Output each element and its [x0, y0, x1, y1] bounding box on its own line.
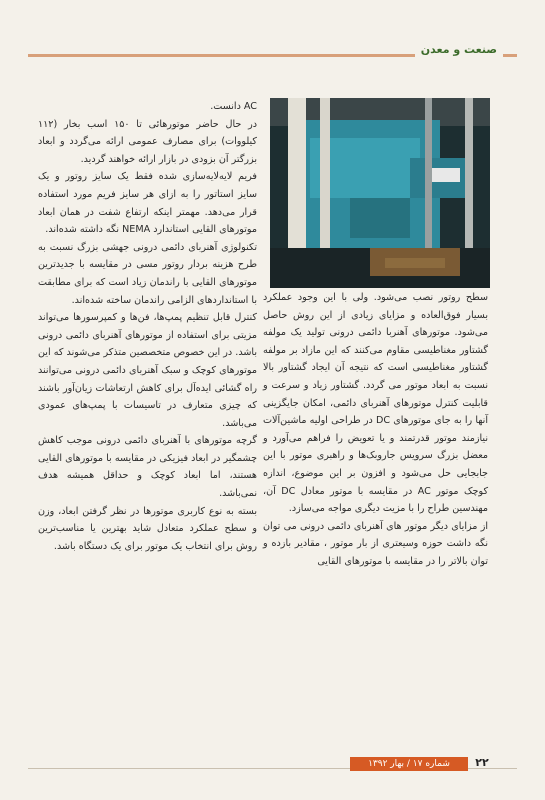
page-number: ۲۲ — [475, 756, 489, 769]
motor-photo-image — [270, 98, 490, 288]
right-text-column — [263, 289, 488, 571]
motor-photo — [270, 98, 490, 288]
paragraph: فریم لایه‌لایه‌سازی شده فقط یک سایز روتور و یک سایز استاتور را به ازای هر سایز فریم مورد استفاده قرار می‌دهد. مهمتر اینکه ارتفاع شفت در همان ابعاد موتورهای القایی استاندارد NEMA نگه داشته شده‌اند. — [38, 171, 257, 236]
section-title: صنعت و معدن — [415, 42, 503, 58]
paragraph: گرچه موتورهای با آهنربای دائمی درونی موجب کاهش چشمگیر در ابعاد فیزیکی در مقایسه با موتورهای القایی هستند، اما ابعاد کوچک و حداقل همیشه هدف نمی‌باشد. — [38, 435, 257, 500]
left-text-column — [38, 98, 257, 555]
paragraph: سطح روتور نصب می‌شود. ولی با این وجود عملکرد بسیار فوق‌العاده و مزایای زیادی از این روش حاصل می‌شود. موتورهای آهنربا دائمی درونی تولید یک مولفه گشتاور مغناطیسی مقاوم می‌کنند که این مازاد بر مولفه گشتاور مغناطیسی است که نتیجه آن ایجاد گشتاور بالا نسبت به ابعاد موتور می گردد. گشتاور زیاد و سرعت و قابلیت کنترل موتورهای آهنربای دائمی، امکان جایگزینی آنها را به جای موتورهای DC در طراحی اولیه ماشین‌آلات نیازمند موتور قدرتمند و یا تعویض را فراهم می‌آورد و معضل بزرگ سرویس جاروبک‌ها و راهبری موتور با این جابجایی حل می‌شود و افزون بر این موضوع، اندازه کوچک موتور AC در مقایسه با موتور معادل DC آن، مهندسین طراح را با مزیت دیگری مواجه می‌سازد. — [263, 292, 489, 515]
paragraph: در حال حاضر موتورهائی تا ۱۵۰ اسب بخار (۱۱۲ کیلووات) برای مصارف عمومی ارائه می‌گردد و ابعاد بزرگتر آن بزودی در بازار ارائه خواهند گردید. — [38, 118, 257, 165]
paragraph: تکنولوژی آهنربای دائمی درونی جهشی بزرگ نسبت به طرح هزینه بردار روتور مسی در مقایسه با جدیدترین موتورهای القایی با راندمان زیاد است که برای مطابقت با استانداردهای الزامی راندمان ساخته شده‌اند. — [38, 241, 257, 306]
issue-label: شماره ۱۷ / بهار ۱۳۹۲ — [350, 757, 468, 771]
paragraph: کنترل قابل تنظیم پمپ‌ها، فن‌ها و کمپرسورها می‌تواند مزیتی برای استفاده از موتورهای آهنربای دائمی درونی باشد. در این خصوص متخصصین متذکر می‌شوند که این موتورهای کوچک و سبک آهنربای دائمی درونی می‌توانند راه گشائی ایده‌آل برای کاهش ارتعاشات زیان‌آور باشند که چیزی متعارف در تاسیسات با پمپ‌های عمودی می‌باشد. — [38, 312, 257, 429]
paragraph: AC دانست. — [210, 101, 257, 112]
paragraph: از مزایای دیگر موتور های آهنربای دائمی درونی می توان نگه داشت حوزه وسیعتری از بار موتور ، مقادیر بازده و توان بالاتر را در مقایسه با موتورهای القایی — [263, 520, 488, 567]
paragraph: بسته به نوع کاربری موتورها در نظر گرفتن ابعاد، وزن و سطح عملکرد متعادل شاید بهترین یا مناسب‌ترین روش برای انتخاب یک موتور برای یک دستگاه باشد. — [38, 505, 257, 552]
